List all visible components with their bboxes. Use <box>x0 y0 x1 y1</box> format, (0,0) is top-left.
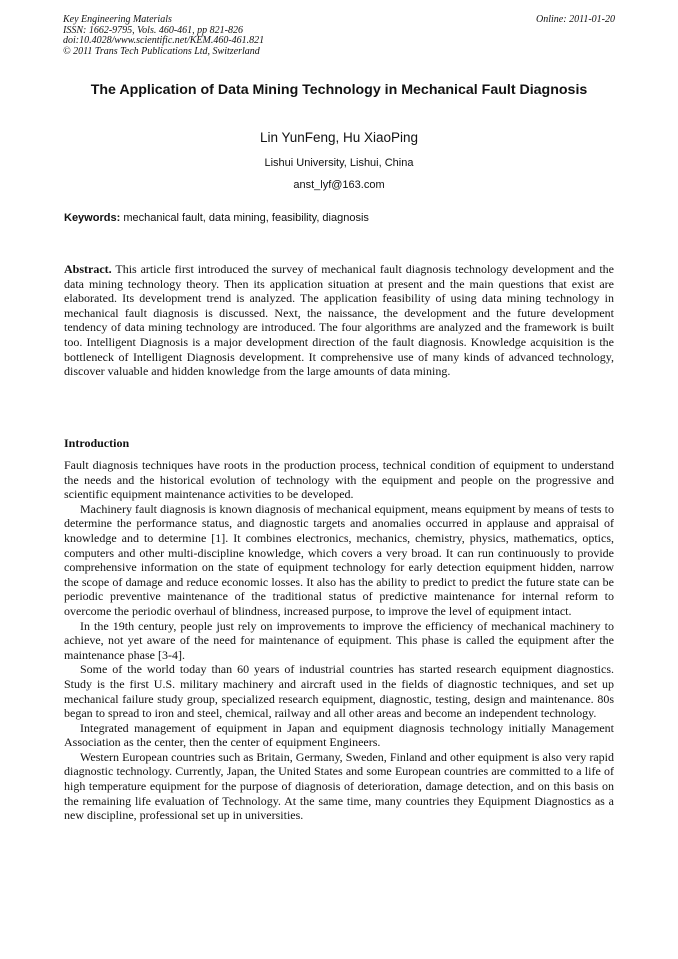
intro-paragraph: Machinery fault diagnosis is known diagnosis of mechanical equipment, means equipment by means of tests to determine the performance status, and diagnostic targets and anomalies occurred in applause and appraisal of knowledge and to determine [1]. It combines electronics, mechanics, chemistry, physics, mathematics, optics, computers and other multi-discipline knowledge, which covers a very broad. It can run continuously to provide comprehensive information on the state of equipment technology for early detection equipment hidden, narrow the scope of damage and reduce economic losses. It also has the ability to predict to predict the future state can be periodic preventive maintenance of the traditional status of predictive maintenance for internal reform to overcome the periodic overhaul of blindness, increased purpose, to improve the level of equipment intact. <box>64 501 614 618</box>
author-list: Lin YunFeng, Hu XiaoPing <box>259 130 419 145</box>
intro-paragraph: Fault diagnosis techniques have roots in the production process, technical condition of equipment to understand the needs and the historical evolution of technology with the equipment and people on the progressive and scientific equipment maintenance activities to be developed. <box>64 458 614 502</box>
intro-paragraph: Western European countries such as Britain, Germany, Sweden, Finland and other equipment is also very rapid diagnostic technology. Currently, Japan, the United States and some European countries are committed to a life of high temperature equipment for the purpose of diagnosis of deterioration, damage detection, and on this basis on the remaining life evaluation of Technology. At the same time, many countries they Equipment Diagnostics as a new discipline, professional set up in universities. <box>64 749 614 823</box>
doi-line: doi:10.4028/www.scientific.net/KEM.460-461.821 <box>63 35 265 46</box>
intro-paragraph: Integrated management of equipment in Japan and equipment diagnosis technology initially Management Association as the center, then the center of equipment Engineers. <box>64 720 614 750</box>
online-date: Online: 2011-01-20 <box>536 14 615 25</box>
abstract-text: This article first introduced the survey of mechanical fault diagnosis technology development and the data mining technology theory. Then its application situation at present and the main questions that exist are elaborated. Its development trend is analyzed. The application feasibility of using data mining technology in mechanical fault diagnosis is discussed. Next, the naissance, the development and the future development tendency of data mining technology are introduced. The four algorithms are analyzed and the framework is built too. Intelligent Diagnosis is a major development direction of the fault diagnosis. Knowledge acquisition is the bottleneck of Intelligent Diagnosis development. It comprehensive use of many kinds of advanced technology, discover valuable and hidden knowledge from the large amounts of data mining. <box>64 262 614 379</box>
affiliation: Lishui University, Lishui, China <box>264 157 414 169</box>
intro-paragraph: In the 19th century, people just rely on improvements to improve the efficiency of mechanical machinery to achieve, not yet aware of the need for maintenance of equipment. This phase is called the equipment after the maintenance phase [3-4]. <box>64 618 614 662</box>
journal-name: Key Engineering Materials <box>63 14 172 25</box>
intro-paragraph: Some of the world today than 60 years of industrial countries has started research equipment diagnostics. Study is the first U.S. military machinery and aircraft used in the fields of diagnostic techniques, and set up mechanical failure study group, specialized research equipment, diagnostic, testing, design and maintenance. 80s began to spread to iron and steel, chemical, railway and all other areas and become an independent technology. <box>64 662 614 721</box>
keywords-label: Keywords: <box>64 212 121 224</box>
journal-header <box>63 15 264 57</box>
copyright-line: © 2011 Trans Tech Publications Ltd, Switzerland <box>63 45 260 57</box>
abstract <box>64 262 614 379</box>
paper-title: The Application of Data Mining Technology in Mechanical Fault Diagnosis <box>90 82 588 98</box>
introduction-body <box>64 458 614 823</box>
section-heading-introduction: Introduction <box>64 436 130 450</box>
author-email: anst_lyf@163.com <box>293 179 385 191</box>
keywords <box>64 211 614 225</box>
keywords-text: mechanical fault, data mining, feasibility, diagnosis <box>123 212 369 224</box>
issn-line: ISSN: 1662-9795, Vols. 460-461, pp 821-826 <box>63 24 243 36</box>
abstract-label: Abstract. <box>64 262 112 276</box>
